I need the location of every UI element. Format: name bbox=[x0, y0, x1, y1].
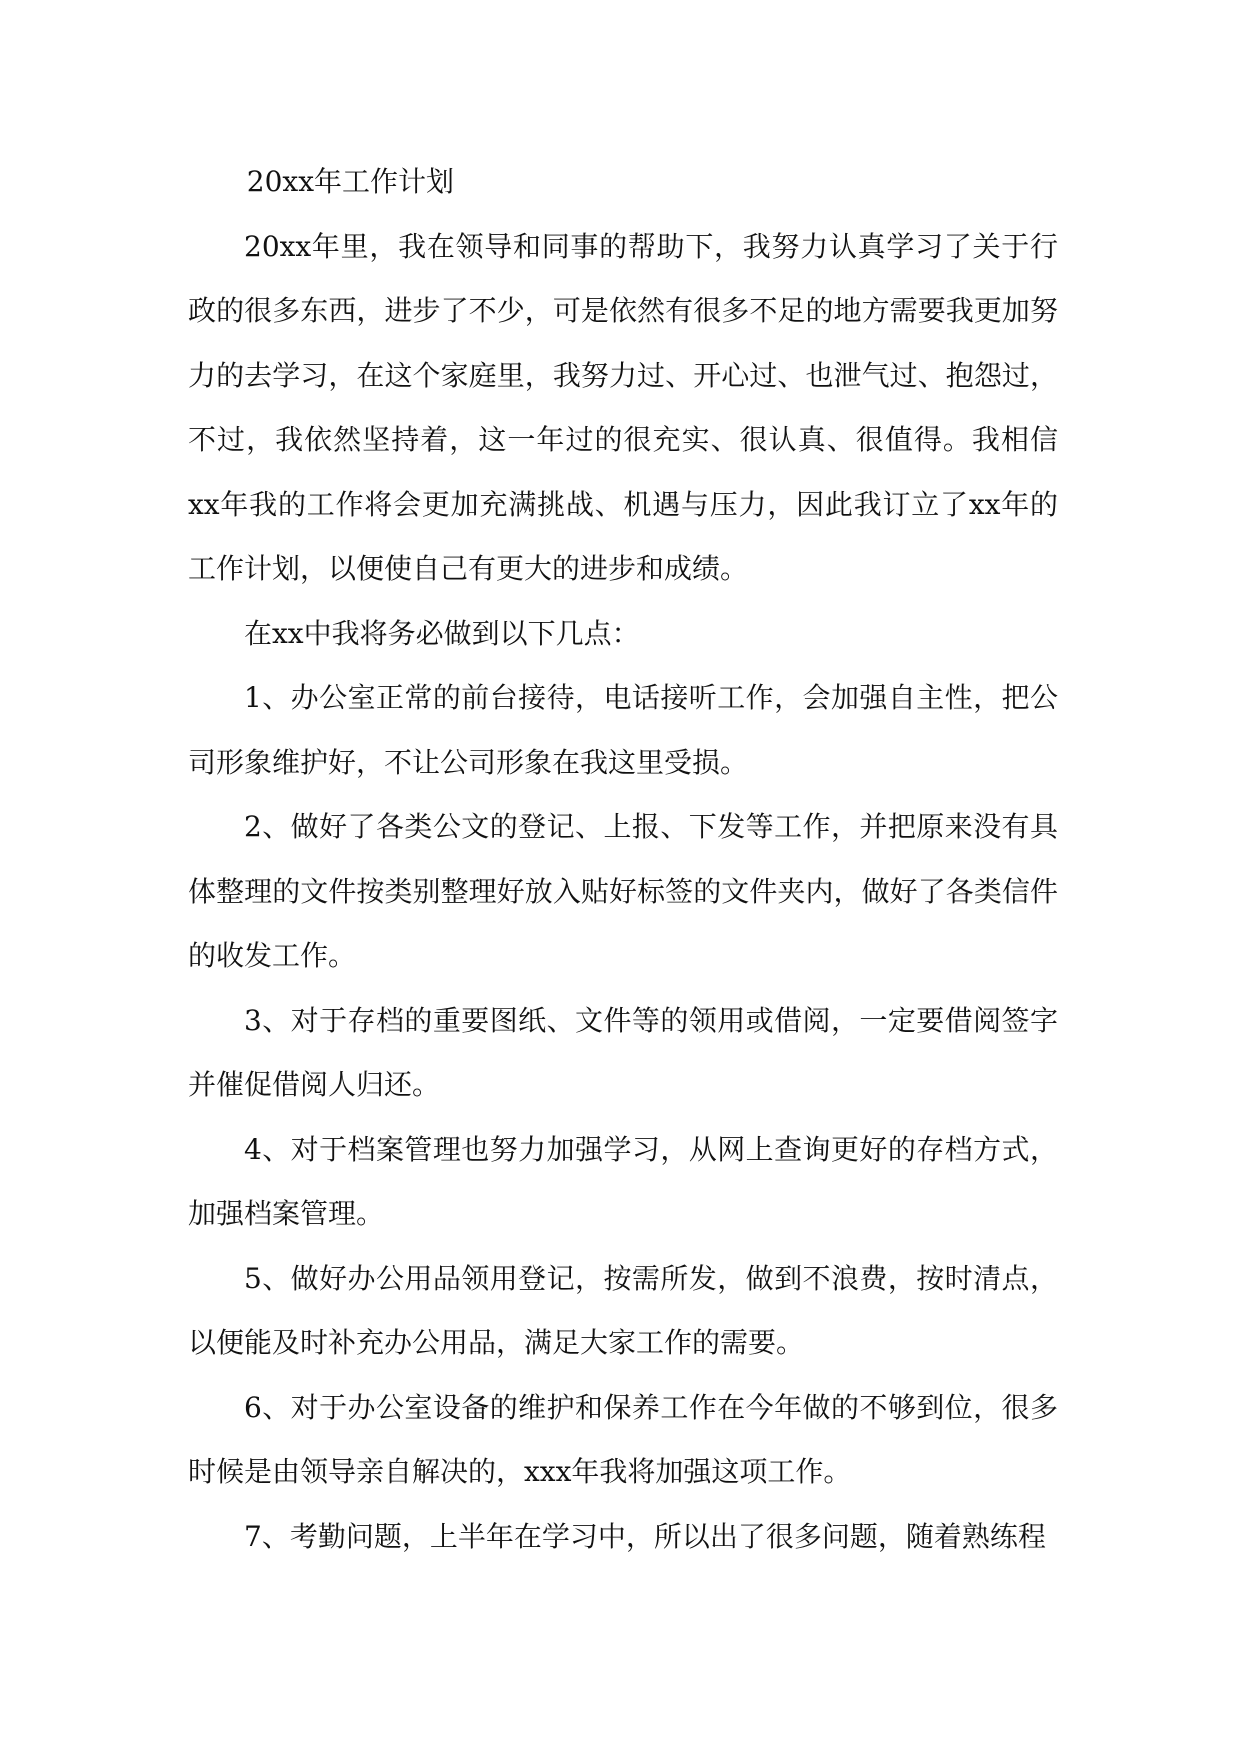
intro-paragraph: 20xx年里，我在领导和同事的帮助下，我努力认真学习了关于行政的很多东西，进步了不少，可是依然有很多不足的地方需要我更加努力的去学习，在这个家庭里，我努力过、开心过、也泄气过、抱怨过，不过，我依然坚持着，这一年过的很充实、很认真、很值得。我相信xx年我的工作将会更加充满挑战、机遇与压力，因此我订立了xx年的工作计划，以便使自己有更大的进步和成绩。 bbox=[188, 229, 1058, 585]
list-item: 4、对于档案管理也努力加强学习，从网上查询更好的存档方式，加强档案管理。 bbox=[188, 1132, 1058, 1230]
list-item: 5、做好办公用品领用登记，按需所发，做到不浪费，按时清点，以便能及时补充办公用品，满足大家工作的需要。 bbox=[188, 1261, 1058, 1359]
list-item: 7、考勤问题，上半年在学习中，所以出了很多问题，随着熟练程 bbox=[244, 1519, 1046, 1553]
lead-paragraph: 在xx中我将务必做到以下几点： bbox=[244, 616, 640, 650]
document-title: 20xx年工作计划 bbox=[246, 165, 455, 198]
list-item: 6、对于办公室设备的维护和保养工作在今年做的不够到位，很多时候是由领导亲自解决的，xxx年我将加强这项工作。 bbox=[188, 1390, 1058, 1488]
list-item: 2、做好了各类公文的登记、上报、下发等工作，并把原来没有具体整理的文件按类别整理好放入贴好标签的文件夹内，做好了各类信件的收发工作。 bbox=[188, 810, 1058, 972]
document-body bbox=[188, 150, 1058, 1569]
list-item: 1、办公室正常的前台接待，电话接听工作，会加强自主性，把公司形象维护好，不让公司形象在我这里受损。 bbox=[188, 681, 1058, 779]
list-item: 3、对于存档的重要图纸、文件等的领用或借阅，一定要借阅签字并催促借阅人归还。 bbox=[188, 1003, 1058, 1101]
